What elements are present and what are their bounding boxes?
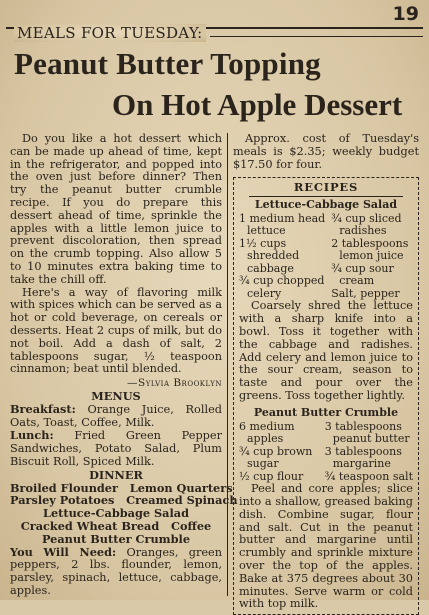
ingredient: ¾ teaspoon salt: [324, 469, 413, 483]
crumble-ingredients: [239, 421, 413, 484]
breakfast-menu: [10, 403, 222, 430]
headline-line-2: On Hot Apple Dessert: [112, 87, 403, 122]
crumble-ingredients-col1: [239, 421, 319, 484]
ingredient: ¾ cup chopped: [239, 274, 325, 288]
salad-title: Lettuce-Cabbage Salad: [254, 198, 398, 212]
recipes-box: [233, 177, 419, 615]
ingredient: apples: [247, 432, 284, 446]
ingredient: Salt, pepper: [331, 286, 400, 300]
breakfast-label: Breakfast:: [10, 401, 76, 416]
page-number: 19: [392, 3, 419, 25]
lunch-label: Lunch:: [10, 428, 54, 443]
ingredient: celery: [247, 286, 282, 300]
ingredient: ¾ cup sliced: [331, 211, 402, 225]
ingredient: margarine: [332, 457, 391, 471]
ingredient: ½ cup flour: [239, 469, 304, 483]
ingredient: 3 tablespoons: [324, 444, 402, 458]
ingredient: 2 tablespoons: [331, 236, 409, 250]
milk-paragraph: Here's a way of flavoring milk with spices which can be served as a hot or cold beverage, on cereals or desserts. Heat 2 cups of milk, but do not boil. Add a dash of salt, 2 tablespoons sugar, ½ teaspoon cinnamon; beat until blended.: [10, 285, 222, 376]
author-signature: —Sylvia Brooklyn: [127, 377, 222, 390]
crumble-ingredients-col2: [325, 421, 413, 484]
salad-directions: Coarsely shred the lettuce with a sharp knife into a bowl. Toss it together with the cabbage and radishes. Add celery and lemon juice to the sour cream, season to taste and pour over the greens. Toss together lightly.: [239, 299, 413, 403]
salad-ingredients-col2: [331, 213, 413, 301]
cost-paragraph: Approx. cost of Tuesday's meals is $2.35; weekly budget $17.50 for four.: [233, 132, 419, 171]
dinner-item: Broiled Flounder Lemon Quarters: [10, 480, 233, 495]
dinner-item: Peanut Butter Crumble: [41, 531, 191, 546]
kicker-rule: [210, 36, 423, 37]
column-divider: [227, 133, 228, 596]
ingredient: shredded: [247, 249, 300, 263]
ingredient: lettuce: [247, 224, 286, 238]
lunch-text: Fried Green Pepper Sandwiches, Potato Salad, Plum Biscuit Roll, Spiced Milk.: [10, 429, 222, 468]
ingredient: sugar: [247, 457, 279, 471]
crumble-directions: Peel and core apples; slice into a shallow, greased baking dish. Combine sugar, flour and salt. Cut in the peanut butter and margarine until crumbly and sprinkle mixture over the top of the apples. Bake at 375 degrees about 30 minutes. Serve warm or cold with top milk.: [239, 482, 413, 611]
recipes-heading: RECIPES: [249, 181, 403, 197]
shopping-list: [10, 546, 222, 598]
left-column: [10, 132, 238, 598]
you-will-need-text: Oranges, green peppers, 2 lbs. flounder, lemon, parsley, spinach, lettuce, cabbage, apples.: [10, 545, 222, 597]
dinner-item: Cracked Wheat Bread Coffee: [20, 518, 212, 533]
lunch-menu: [10, 429, 222, 468]
right-column: [233, 133, 419, 615]
dinner-heading: DINNER: [89, 467, 143, 482]
breakfast-text: Orange Juice, Rolled Oats, Toast, Coffee, Milk.: [10, 402, 223, 429]
ingredient: 1½ cups: [239, 236, 287, 250]
menus-heading: MENUS: [91, 388, 141, 403]
ingredient: ¾ cup sour: [331, 261, 394, 275]
dinner-item: Lettuce-Cabbage Salad: [43, 506, 189, 521]
ingredient: 3 tablespoons: [324, 419, 402, 433]
ingredient: cream: [339, 274, 375, 288]
ingredient: 1 medium head: [239, 211, 326, 225]
ingredient: cabbage: [247, 261, 294, 275]
ingredient: 6 medium: [239, 419, 295, 433]
dinner-item: Parsley Potatoes Creamed Spinach: [10, 493, 238, 508]
ingredient: peanut butter: [332, 432, 410, 446]
ingredient: radishes: [339, 224, 387, 238]
section-kicker: MEALS FOR TUESDAY:: [14, 24, 206, 42]
you-will-need-label: You Will Need:: [10, 544, 117, 559]
intro-paragraph: Do you like a hot dessert which can be made up ahead of time, kept in the refrigerator, and popped into the oven just before dinner? Then try the peanut butter crumble recipe. If you do prepare this dessert ahead of time, sprinkle the apples with a little lemon juice to prevent discoloration, then spread on the crumb topping. Also allow 5 to 10 minutes extra baking time to take the chill off.: [10, 132, 222, 286]
ingredient: ¾ cup brown: [239, 444, 313, 458]
crumble-title: Peanut Butter Crumble: [253, 405, 399, 419]
ingredient: lemon juice: [339, 249, 404, 263]
salad-ingredients: [239, 213, 413, 301]
headline-line-1: Peanut Butter Topping: [14, 46, 321, 81]
salad-ingredients-col1: [239, 213, 325, 301]
